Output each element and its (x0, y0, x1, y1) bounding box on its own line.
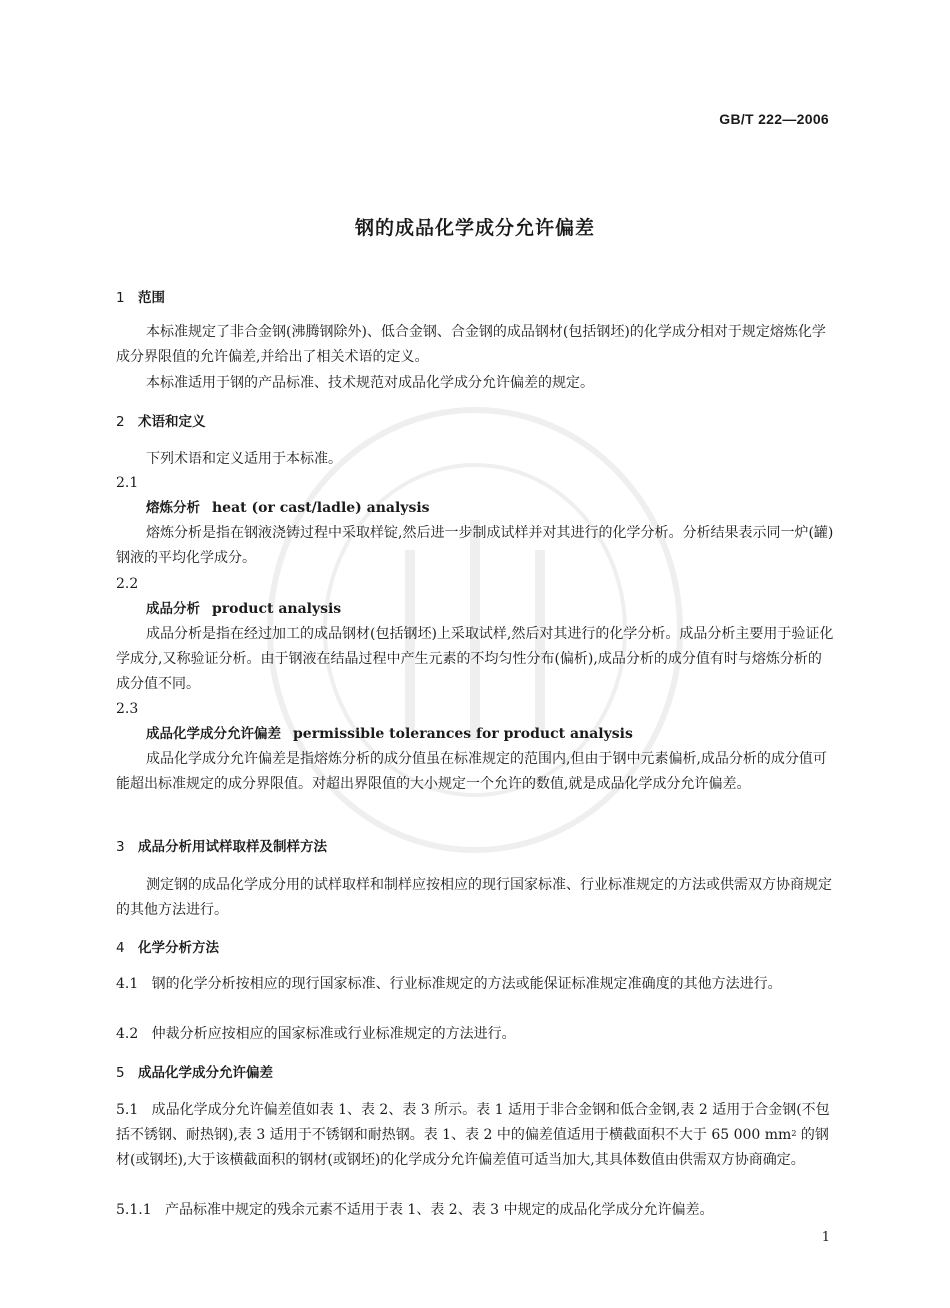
section-1-paragraph-1: 本标准规定了非合金钢(沸腾钢除外)、低合金钢、合金钢的成品钢材(包括钢坯)的化学成分相对于规定熔炼化学成分界限值的允许偏差,并给出了相关术语的定义。 (116, 324, 826, 365)
section-3-heading (116, 835, 834, 860)
section-2-intro: 下列术语和定义适用于本标准。 (146, 451, 342, 467)
term-2-1-definition: 熔炼分析是指在钢液浇铸过程中采取样锭,然后进一步制成试样并对其进行的化学分析。分析结果表示同一炉(罐)钢液的平均化学成分。 (116, 525, 834, 566)
clause-text-part-2: 的钢材(或钢坯),大于该横截面积的钢材(或钢坯)的化学成分允许偏差值可适当加大,其具体数值由供需双方协商确定。 (116, 1127, 829, 1168)
clause-number: 4.1 (116, 976, 139, 992)
term-2-3 (146, 722, 633, 747)
clause-2-2-number: 2.2 (116, 576, 139, 592)
clause-text: 钢的化学分析按相应的现行国家标准、行业标准规定的方法或能保证标准规定准确度的其他方法进行。 (151, 976, 782, 992)
term-2-2-definition: 成品分析是指在经过加工的成品钢材(包括钢坯)上采取试样,然后对其进行的化学分析。成品分析主要用于验证化学成分,又称验证分析。由于钢液在结晶过程中产生元素的不均匀性分布(偏析),成品分析的成分值有时与熔炼分析的成分值不同。 (116, 626, 834, 692)
term-english: product analysis (212, 601, 342, 617)
term-2-3-definition: 成品化学成分允许偏差是指熔炼分析的成分值虽在标准规定的范围内,但由于钢中元素偏析,成品分析的成分值可能超出标准规定的成分界限值。对超出界限值的大小规定一个允许的数值,就是成品化学成分允许偏差。 (116, 751, 827, 792)
section-1-paragraph-2: 本标准适用于钢的产品标准、技术规范对成品化学成分允许偏差的规定。 (146, 375, 594, 391)
section-number: 3 (116, 839, 125, 855)
clause-text: 仲裁分析应按相应的国家标准或行业标准规定的方法进行。 (151, 1026, 516, 1042)
standard-number: GB/T 222—2006 (719, 111, 829, 127)
clause-4-1 (116, 972, 834, 997)
term-chinese: 成品分析 (146, 601, 200, 617)
section-number: 1 (116, 290, 125, 306)
clause-number: 5.1.1 (116, 1202, 152, 1218)
section-title: 成品化学成分允许偏差 (138, 1065, 273, 1081)
section-5-heading (116, 1061, 834, 1086)
term-chinese: 成品化学成分允许偏差 (146, 726, 281, 742)
section-number: 4 (116, 940, 125, 956)
term-chinese: 熔炼分析 (146, 500, 200, 516)
clause-text: 产品标准中规定的残余元素不适用于表 1、表 2、表 3 中规定的成品化学成分允许偏差。 (164, 1202, 714, 1218)
term-2-2 (146, 597, 341, 622)
section-2-heading (116, 410, 834, 435)
clause-2-3-number: 2.3 (116, 701, 139, 717)
section-title: 范围 (138, 290, 165, 306)
clause-number: 5.1 (116, 1102, 139, 1118)
clause-2-1-number: 2.1 (116, 475, 139, 491)
section-title: 化学分析方法 (138, 940, 219, 956)
section-1-heading (116, 286, 834, 311)
section-title: 术语和定义 (138, 414, 206, 430)
clause-5-1-1 (116, 1198, 834, 1223)
term-english: permissible tolerances for product analysis (293, 726, 633, 742)
clause-5-1 (116, 1098, 834, 1173)
clause-4-2 (116, 1022, 834, 1047)
superscript: 2 (791, 1129, 797, 1138)
document-title: 钢的成品化学成分允许偏差 (354, 217, 595, 239)
clause-text-part-1: 成品化学成分允许偏差值如表 1、表 2、表 3 所示。表 1 适用于非合金钢和低合金钢,表 2 适用于合金钢(不包括不锈钢、耐热钢),表 3 适用于不锈钢和耐热钢。表 1、表 2 中的偏差值适用于横截面积不大于 65 000 mm (116, 1102, 830, 1143)
section-number: 5 (116, 1065, 125, 1081)
clause-number: 4.2 (116, 1026, 139, 1042)
section-4-heading (116, 936, 834, 961)
section-title: 成品分析用试样取样及制样方法 (138, 839, 327, 855)
term-2-1 (146, 496, 430, 521)
page-number: 1 (821, 1230, 830, 1245)
section-3-paragraph: 测定钢的成品化学成分用的试样取样和制样应按相应的现行国家标准、行业标准规定的方法或供需双方协商规定的其他方法进行。 (116, 877, 832, 918)
section-number: 2 (116, 414, 125, 430)
term-english: heat (or cast/ladle) analysis (212, 500, 430, 516)
